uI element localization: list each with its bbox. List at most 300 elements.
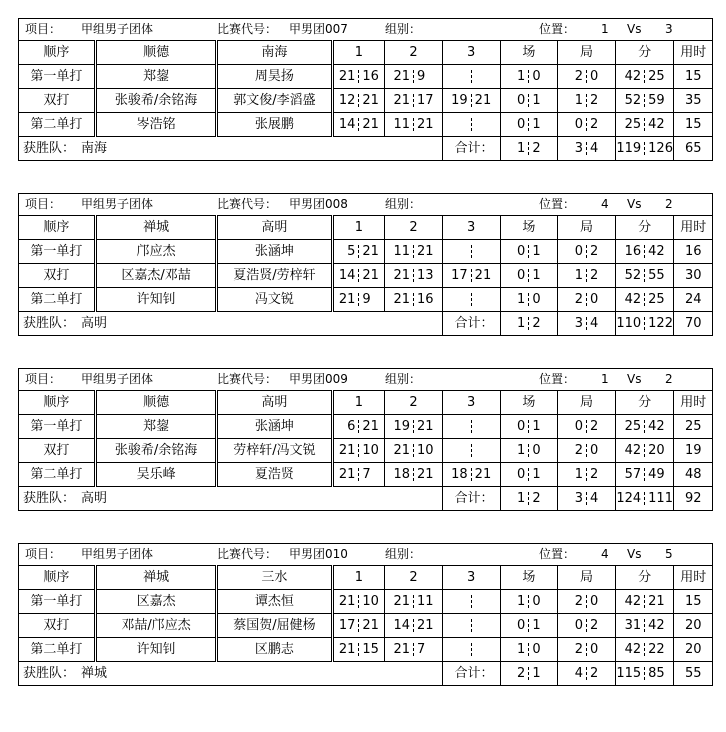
player-b: 谭杰恒 [217, 590, 332, 614]
total-chang [501, 312, 558, 335]
game1-score [334, 264, 385, 287]
row-order: 第一单打 [19, 240, 96, 264]
fen-score-right: 42 [648, 117, 665, 132]
fen-score-right: 21 [648, 594, 665, 609]
game2-score-right: 17 [417, 93, 434, 108]
fen-score-right: 59 [648, 93, 665, 108]
match-header [18, 18, 713, 40]
chang-score-right: 1 [532, 93, 541, 108]
ju-score-right: 0 [589, 292, 599, 307]
table-row [19, 638, 713, 662]
match-code: 甲男团008 [289, 197, 348, 211]
score-separator [471, 293, 472, 306]
player-b: 张涵坤 [217, 415, 332, 439]
group-label: 组别： [385, 197, 422, 211]
row-time: 15 [674, 590, 713, 614]
game2-score-right: 10 [417, 443, 434, 458]
game1-score [334, 89, 385, 112]
score-separator [471, 619, 472, 632]
col-game3: 3 [442, 216, 500, 240]
row-time: 15 [674, 113, 713, 137]
fen-score [616, 89, 674, 112]
vs-label: Vs [627, 22, 642, 36]
row-order: 第二单打 [19, 638, 96, 662]
total-fen-right: 122 [648, 316, 673, 331]
total-ju-right: 4 [589, 491, 599, 506]
game2-score-right: 7 [417, 642, 426, 657]
ju-score [558, 89, 615, 112]
ju-score-right: 2 [589, 93, 599, 108]
score-separator [471, 420, 472, 433]
game2-score-right: 16 [417, 292, 434, 307]
game1-score-left: 21 [338, 594, 356, 609]
match-block [18, 368, 713, 511]
total-chang [501, 487, 558, 510]
fen-score-right: 25 [648, 69, 665, 84]
ju-score-left: 2 [574, 443, 583, 458]
total-fen-left: 124 [616, 491, 642, 506]
player-b: 夏浩贤/劳梓轩 [217, 264, 332, 288]
ju-score-left: 0 [574, 244, 583, 259]
game2-score-left: 21 [393, 292, 411, 307]
event-name: 甲组男子团体 [81, 22, 154, 36]
ju-score-left: 2 [574, 292, 583, 307]
game2-score-right: 21 [417, 419, 434, 434]
team-b-name: 高明 [217, 391, 332, 415]
game1-score-left: 12 [338, 93, 356, 108]
winner-cell [19, 312, 443, 336]
chang-score-left: 0 [517, 268, 526, 283]
winner-team: 高明 [81, 316, 108, 331]
chang-score-right: 0 [532, 443, 541, 458]
total-fen-right: 111 [648, 491, 673, 506]
chang-score-right: 1 [532, 618, 541, 633]
winner-team: 高明 [81, 491, 108, 506]
total-ju [558, 312, 615, 335]
col-chang: 场 [500, 41, 558, 65]
game1-score-right: 9 [362, 292, 371, 307]
player-b: 周昊扬 [217, 65, 332, 89]
total-chang-left: 1 [517, 491, 526, 506]
col-fen: 分 [615, 41, 674, 65]
column-header-row [19, 566, 713, 590]
table-row [19, 463, 713, 487]
ju-score-left: 1 [574, 268, 583, 283]
ju-score [558, 288, 615, 311]
col-chang: 场 [500, 391, 558, 415]
game1-score [334, 614, 385, 637]
game2-score-left: 21 [393, 443, 411, 458]
col-fen: 分 [615, 391, 674, 415]
player-a: 岑浩铭 [95, 113, 216, 137]
game2-score-right: 21 [417, 117, 434, 132]
fen-score [616, 614, 674, 637]
code-label: 比赛代号： [217, 372, 278, 386]
player-b: 夏浩贤 [217, 463, 332, 487]
ju-score-right: 2 [589, 117, 599, 132]
team-a-name: 顺德 [95, 41, 216, 65]
player-b: 张展鹏 [217, 113, 332, 137]
fen-score-right: 49 [648, 467, 665, 482]
player-a: 许知钊 [95, 288, 216, 312]
ju-score [558, 614, 615, 637]
total-chang [501, 662, 558, 685]
game1-score-left: 21 [338, 69, 356, 84]
game2-score [385, 614, 442, 637]
fen-score-right: 42 [648, 244, 665, 259]
ju-score-right: 0 [589, 443, 599, 458]
player-a: 邓喆/邝应杰 [95, 614, 216, 638]
match-code: 甲男团010 [289, 547, 348, 561]
game3-score-left: 19 [451, 93, 468, 108]
total-chang [501, 137, 558, 160]
position-a: 4 [601, 197, 609, 211]
row-order: 第一单打 [19, 590, 96, 614]
position-b: 2 [665, 372, 673, 386]
game3-score-left: 17 [451, 268, 468, 283]
chang-score-left: 1 [517, 594, 526, 609]
score-separator [471, 595, 472, 608]
col-game3: 3 [442, 566, 500, 590]
chang-score-right: 1 [532, 419, 541, 434]
position-a: 4 [601, 547, 609, 561]
chang-score [501, 264, 558, 287]
fen-score-left: 42 [624, 69, 642, 84]
result-table [18, 390, 713, 511]
team-a-name: 禅城 [95, 216, 216, 240]
chang-score [501, 439, 558, 462]
game1-score-right: 21 [362, 244, 379, 259]
chang-score-left: 1 [517, 443, 526, 458]
fen-score [616, 113, 674, 136]
col-ju: 局 [558, 391, 616, 415]
total-fen-right: 126 [648, 141, 673, 156]
score-separator [471, 70, 472, 83]
chang-score-left: 1 [517, 69, 526, 84]
ju-score-right: 0 [589, 642, 599, 657]
game2-score-right: 11 [417, 594, 434, 609]
player-a: 区嘉杰 [95, 590, 216, 614]
game1-score-right: 15 [362, 642, 379, 657]
table-row [19, 65, 713, 89]
ju-score-right: 2 [589, 268, 599, 283]
match-block [18, 193, 713, 336]
game3-score [443, 240, 500, 263]
chang-score-left: 1 [517, 642, 526, 657]
total-label: 合计： [442, 137, 500, 161]
chang-score-left: 0 [517, 467, 526, 482]
ju-score-right: 2 [589, 618, 599, 633]
winner-label: 获胜队： [23, 316, 76, 331]
total-time: 70 [674, 312, 713, 336]
game2-score-left: 11 [393, 244, 411, 259]
fen-score-right: 22 [648, 642, 665, 657]
row-order: 双打 [19, 89, 96, 113]
player-b: 蔡国贺/屈健杨 [217, 614, 332, 638]
ju-score-left: 0 [574, 618, 583, 633]
fen-score-left: 31 [624, 618, 642, 633]
team-b-name: 三水 [217, 566, 332, 590]
chang-score-right: 0 [532, 594, 541, 609]
chang-score [501, 614, 558, 637]
game1-score [334, 65, 385, 88]
group-label: 组别： [385, 22, 422, 36]
ju-score-left: 0 [574, 419, 583, 434]
game3-score [443, 614, 500, 637]
table-row [19, 415, 713, 439]
chang-score-left: 0 [517, 618, 526, 633]
row-order: 双打 [19, 439, 96, 463]
winner-label: 获胜队： [23, 141, 76, 156]
row-time: 20 [674, 638, 713, 662]
ju-score-left: 1 [574, 93, 583, 108]
total-ju [558, 487, 615, 510]
score-separator [471, 444, 472, 457]
event-label: 项目： [25, 197, 62, 211]
fen-score-left: 42 [624, 292, 642, 307]
event-name: 甲组男子团体 [81, 197, 154, 211]
game1-score-right: 7 [362, 467, 371, 482]
game1-score [334, 463, 385, 486]
fen-score [616, 264, 674, 287]
game1-score-left: 21 [338, 292, 356, 307]
col-time: 用时 [674, 391, 713, 415]
chang-score-right: 1 [532, 117, 541, 132]
col-order: 顺序 [19, 566, 96, 590]
total-time: 92 [674, 487, 713, 511]
row-order: 第二单打 [19, 288, 96, 312]
match-header [18, 193, 713, 215]
total-time: 55 [674, 662, 713, 686]
game3-score-right: 21 [474, 467, 492, 482]
game1-score-left: 21 [338, 443, 356, 458]
match-code: 甲男团007 [289, 22, 348, 36]
fen-score [616, 65, 674, 88]
fen-score-left: 16 [624, 244, 642, 259]
total-ju-left: 4 [574, 666, 583, 681]
code-label: 比赛代号： [217, 547, 278, 561]
position-label: 位置： [539, 372, 576, 386]
ju-score [558, 113, 615, 136]
game1-score-left: 14 [338, 268, 356, 283]
col-ju: 局 [558, 216, 616, 240]
chang-score [501, 638, 558, 661]
row-order: 第二单打 [19, 113, 96, 137]
game1-score [334, 288, 385, 311]
match-block [18, 543, 713, 686]
fen-score-right: 25 [648, 292, 665, 307]
column-header-row [19, 391, 713, 415]
chang-score [501, 89, 558, 112]
fen-score-left: 42 [624, 594, 642, 609]
fen-score-left: 42 [624, 642, 642, 657]
game2-score [385, 415, 442, 438]
fen-score [616, 590, 674, 613]
game3-score [443, 463, 500, 486]
ju-score [558, 439, 615, 462]
game1-score-right: 16 [362, 69, 379, 84]
game1-score-left: 17 [338, 618, 356, 633]
event-label: 项目： [25, 547, 62, 561]
position-b: 5 [665, 547, 673, 561]
col-game1: 1 [332, 216, 385, 240]
table-row [19, 439, 713, 463]
game2-score-left: 21 [393, 268, 411, 283]
total-ju [558, 662, 615, 685]
col-game2: 2 [385, 391, 443, 415]
chang-score-left: 1 [517, 292, 526, 307]
row-time: 16 [674, 240, 713, 264]
player-b: 张涵坤 [217, 240, 332, 264]
ju-score [558, 65, 615, 88]
game1-score-right: 21 [362, 419, 379, 434]
row-order: 双打 [19, 614, 96, 638]
fen-score-left: 52 [624, 268, 642, 283]
fen-score-left: 57 [624, 467, 642, 482]
ju-score-left: 1 [574, 467, 583, 482]
ju-score [558, 463, 615, 486]
chang-score [501, 415, 558, 438]
fen-score-left: 42 [624, 443, 642, 458]
total-ju [558, 137, 615, 160]
game2-score [385, 89, 442, 112]
row-time: 25 [674, 415, 713, 439]
ju-score [558, 264, 615, 287]
game1-score-left: 5 [347, 244, 356, 259]
total-fen [616, 137, 674, 160]
game3-score [443, 65, 500, 88]
result-table [18, 40, 713, 161]
fen-score-right: 20 [648, 443, 665, 458]
event-name: 甲组男子团体 [81, 372, 154, 386]
player-a: 许知钊 [95, 638, 216, 662]
total-chang-right: 1 [532, 666, 541, 681]
total-ju-left: 3 [574, 141, 583, 156]
col-time: 用时 [674, 216, 713, 240]
game2-score-left: 21 [393, 642, 411, 657]
chang-score-left: 0 [517, 117, 526, 132]
total-chang-right: 2 [532, 316, 541, 331]
game1-score-right: 21 [362, 268, 379, 283]
total-fen-left: 119 [616, 141, 642, 156]
fen-score [616, 439, 674, 462]
fen-score-left: 25 [624, 117, 642, 132]
fen-score [616, 240, 674, 263]
game1-score-right: 10 [362, 594, 379, 609]
match-block [18, 18, 713, 161]
fen-score-left: 25 [624, 419, 642, 434]
total-fen-left: 110 [616, 316, 642, 331]
total-chang-right: 2 [532, 141, 541, 156]
position-a: 1 [601, 22, 609, 36]
player-a: 区嘉杰/邓喆 [95, 264, 216, 288]
column-header-row [19, 41, 713, 65]
total-fen-right: 85 [648, 666, 665, 681]
game3-score [443, 113, 500, 136]
game2-score-left: 21 [393, 69, 411, 84]
total-fen [616, 312, 674, 335]
summary-row [19, 312, 713, 336]
game2-score [385, 463, 442, 486]
chang-score-right: 1 [532, 268, 541, 283]
player-b: 郭文俊/李滔盛 [217, 89, 332, 113]
row-time: 35 [674, 89, 713, 113]
row-order: 第一单打 [19, 65, 96, 89]
player-b: 冯文锐 [217, 288, 332, 312]
team-b-name: 南海 [217, 41, 332, 65]
game2-score [385, 638, 442, 661]
ju-score-left: 2 [574, 594, 583, 609]
player-b: 劳梓轩/冯文锐 [217, 439, 332, 463]
row-order: 双打 [19, 264, 96, 288]
col-game2: 2 [385, 41, 443, 65]
fen-score [616, 415, 674, 438]
total-fen-left: 115 [616, 666, 642, 681]
ju-score [558, 240, 615, 263]
game1-score-right: 21 [362, 93, 379, 108]
event-label: 项目： [25, 372, 62, 386]
total-label: 合计： [442, 312, 500, 336]
ju-score-left: 0 [574, 117, 583, 132]
fen-score-right: 55 [648, 268, 665, 283]
game1-score [334, 590, 385, 613]
vs-label: Vs [627, 547, 642, 561]
total-label: 合计： [442, 487, 500, 511]
event-label: 项目： [25, 22, 62, 36]
player-a: 吴乐峰 [95, 463, 216, 487]
fen-score-right: 42 [648, 419, 665, 434]
game2-score [385, 264, 442, 287]
game3-score [443, 439, 500, 462]
col-order: 顺序 [19, 391, 96, 415]
fen-score-right: 42 [648, 618, 665, 633]
team-a-name: 禅城 [95, 566, 216, 590]
result-table [18, 215, 713, 336]
chang-score-right: 0 [532, 642, 541, 657]
total-chang-left: 1 [517, 316, 526, 331]
chang-score [501, 463, 558, 486]
fen-score-left: 52 [624, 93, 642, 108]
game3-score [443, 264, 500, 287]
chang-score-right: 0 [532, 292, 541, 307]
winner-cell [19, 137, 443, 161]
row-time: 24 [674, 288, 713, 312]
game2-score-left: 18 [393, 467, 411, 482]
team-b-name: 高明 [217, 216, 332, 240]
col-order: 顺序 [19, 41, 96, 65]
game3-score-right: 21 [474, 93, 492, 108]
fen-score [616, 463, 674, 486]
col-game1: 1 [332, 41, 385, 65]
vs-label: Vs [627, 197, 642, 211]
group-label: 组别： [385, 547, 422, 561]
col-order: 顺序 [19, 216, 96, 240]
game2-score-right: 21 [417, 244, 434, 259]
player-a: 张骏希/余铭海 [95, 89, 216, 113]
table-row [19, 590, 713, 614]
ju-score [558, 590, 615, 613]
col-game1: 1 [332, 391, 385, 415]
chang-score [501, 288, 558, 311]
total-fen [616, 487, 674, 510]
game1-score-right: 10 [362, 443, 379, 458]
game1-score [334, 439, 385, 462]
player-a: 郑鋆 [95, 415, 216, 439]
row-time: 15 [674, 65, 713, 89]
position-label: 位置： [539, 197, 576, 211]
ju-score [558, 638, 615, 661]
group-label: 组别： [385, 372, 422, 386]
